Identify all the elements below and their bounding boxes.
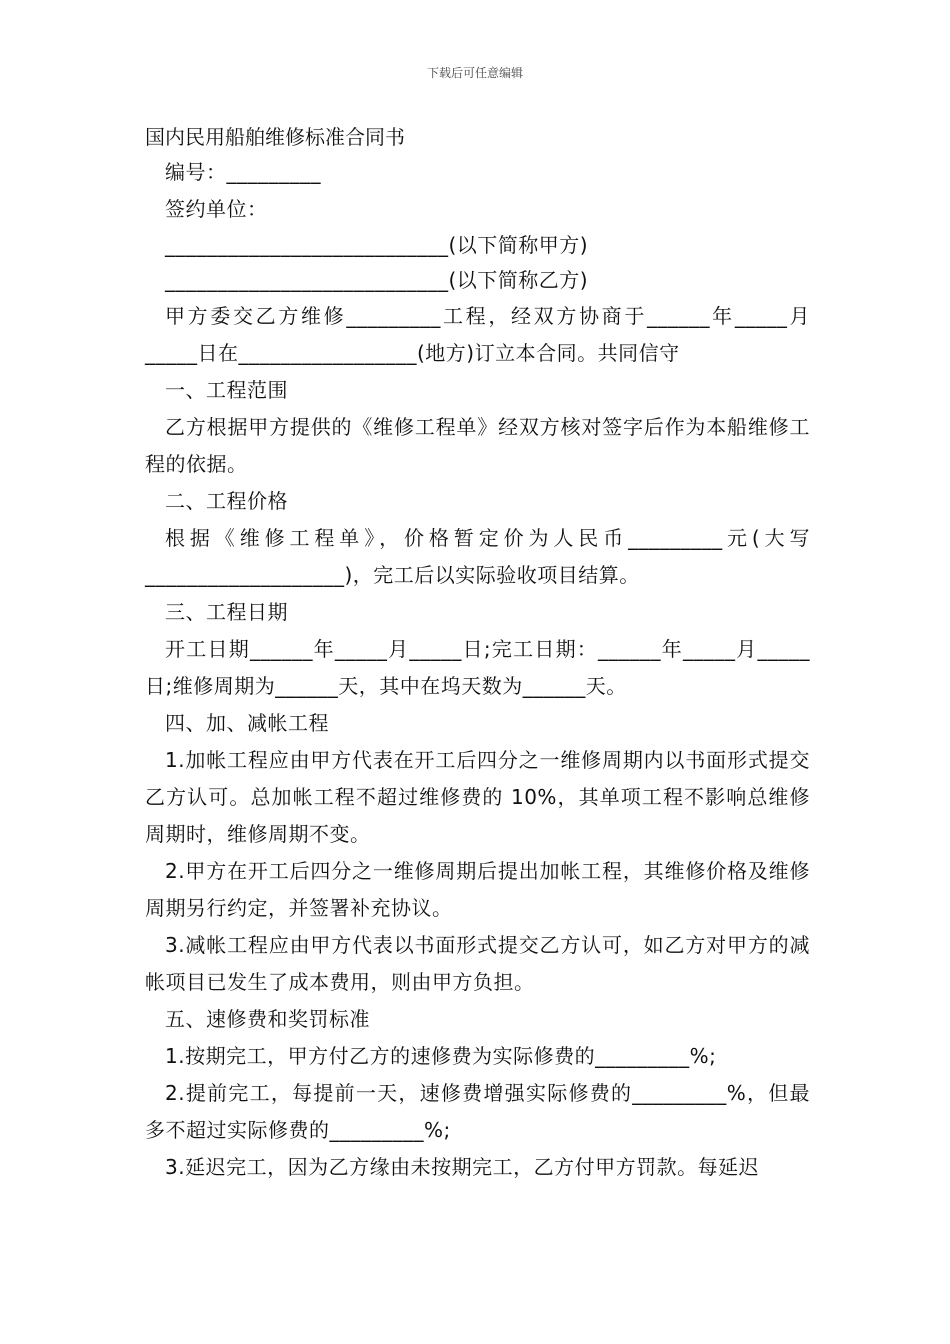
paragraph-price: 根据《维修工程单》，价格暂定价为人民币_________元(大写___________________)，完工后以实际验收项目结算。	[145, 526, 810, 587]
document-title: 国内民用船舶维修标准合同书	[145, 125, 405, 149]
paragraph-fee-1: 1.按期完工，甲方付乙方的速修费为实际修费的_________%;	[165, 1044, 717, 1068]
paragraph-fee-3: 3.延迟完工，因为乙方缘由未按期完工，乙方付甲方罚款。每延迟	[165, 1155, 760, 1179]
paragraph-dates: 开工日期______年_____月_____日;完工日期：______年_____月_____日;维修周期为______天，其中在坞天数为______天。	[145, 637, 810, 698]
section-heading-scope: 一、工程范围	[165, 378, 288, 402]
paragraph-party-b: ___________________________(以下简称乙方)	[165, 268, 589, 292]
paragraph-fee-2: 2.提前完工，每提前一天，速修费增强实际修费的_________%，但最多不超过实际修费的_________%;	[145, 1081, 810, 1142]
paragraph-signing-parties: 签约单位：	[165, 197, 268, 221]
page-header-note: 下载后可任意编辑	[426, 66, 523, 80]
paragraph-adjustment-3: 3.减帐工程应由甲方代表以书面形式提交乙方认可，如乙方对甲方的减帐项目已发生了成本费用，则由甲方负担。	[145, 933, 810, 994]
section-heading-dates: 三、工程日期	[165, 600, 288, 624]
section-heading-price: 二、工程价格	[165, 489, 288, 513]
section-heading-fees: 五、速修费和奖罚标准	[165, 1007, 370, 1031]
section-heading-adjustments: 四、加、减帐工程	[165, 711, 329, 735]
paragraph-contract-number: 编号：_________	[165, 160, 321, 184]
paragraph-scope: 乙方根据甲方提供的《维修工程单》经双方核对签字后作为本船维修工程的依据。	[145, 415, 810, 476]
paragraph-adjustment-1: 1.加帐工程应由甲方代表在开工后四分之一维修周期内以书面形式提交乙方认可。总加帐工程不超过维修费的 10%，其单项工程不影响总维修周期时，维修周期不变。	[145, 748, 810, 846]
paragraph-party-a: ___________________________(以下简称甲方)	[165, 233, 589, 257]
contract-document	[145, 120, 810, 1186]
paragraph-adjustment-2: 2.甲方在开工后四分之一维修周期后提出加帐工程，其维修价格及维修周期另行约定，并签署补充协议。	[145, 859, 810, 920]
paragraph-preamble: 甲方委交乙方维修_________工程，经双方协商于______年_____月_____日在_________________(地方)订立本合同。共同信守	[145, 304, 810, 365]
